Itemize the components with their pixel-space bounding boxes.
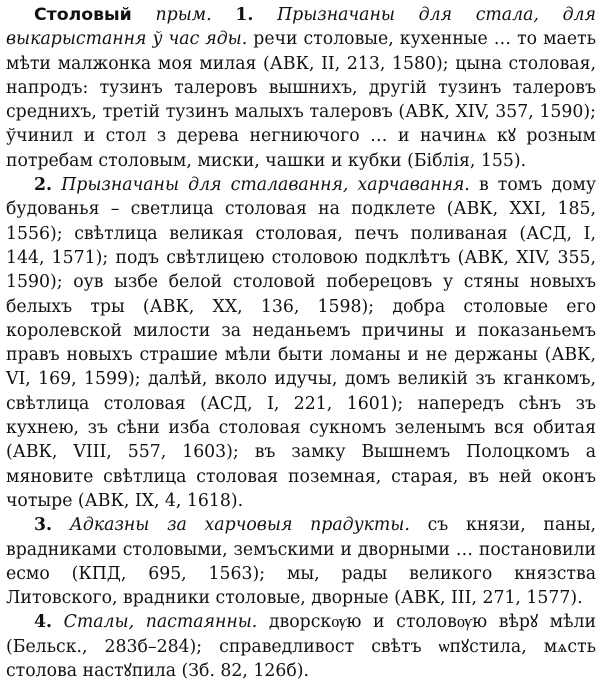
sense-3-paragraph [6,513,596,610]
sense-number: 3. [34,515,53,536]
part-of-speech: прым. [155,5,212,25]
sense-gloss: Сталы, пастаянны. [63,612,258,633]
sense-number: 1. [235,5,254,25]
sense-4-paragraph [6,610,596,683]
sense-number: 2. [34,175,53,196]
sense-number: 4. [34,612,53,633]
sense-citations: в томъ дому будованья – светлица столовая на подклете (АВК, XXI, 185, 1556); свѣтлица великая столовая, печъ поливаная (АСД, I, 144, 1571); подъ свѣтлицею столовою подклѣтъ (АВК, XIV, 355, 1590); оув ызбе белой столовой поберецовъ у стяны новыхъ белыхъ тры (АВК, XX, 136, 1598); добра столовые его королевской милости за неданьемъ причины и показаньемъ правъ новыхъ страшие мѣли быти ломаны и не держаны (АВК, VI, 169, 1599); далѣй, вколо идучы, домъ великій зъ кганкомъ, свѣтлица столовая (АСД, I, 221, 1601); напередъ сѣнъ зъ кухнею, зъ сѣни изба столовая сукномъ зеленымъ вся обитая (АВК, VIII, 557, 1603); въ замку Вышнемъ Полоцкомъ а мяновите свѣтлица столовая поземная, старая, въ ней оконъ чотыре (АВК, IX, 4, 1618). [6,175,596,511]
sense-2-paragraph [6,173,596,513]
entry-headword: Столовый [34,5,132,25]
sense-gloss: Прызначаны для стала, для выкарыстання ў час яды. [6,5,596,50]
sense-1-paragraph [6,3,596,173]
sense-gloss: Прызначаны для сталавання, харчавання. [61,175,470,196]
sense-citations: съ князи, паны, врадниками столовыми, земъскими и дворными … постановили есмо (КПД, 695, 1563); мы, рады великого князства Литовского, врадники столовые, дворные (АВК, III, 271, 1577). [6,515,597,609]
sense-gloss: Адказны за харчовыя прадукты. [69,515,410,536]
sense-citations: дворскѹю и столовѹю вѣрꙋ мѣли (Бельск., 283б–284); справедливост свѣтъ ѡпꙋстила, мѧсть столова настꙋпила (Зб. 82, 126б). [6,612,596,682]
sense-citations: речи столовые, кухенные … то маеть мѣти малжонка моя милая (АВК, II, 213, 1580); цына столовая, напродъ: тузинъ талеровъ вышнихъ, другій тузинъ талеровъ среднихъ, третій тузинъ малыхъ талеровъ (АВК, XIV, 357, 1590); ўчинил и стол з дерева негниючого … и начинѧ кꙋ розным потребам столовым, миски, чашки и кубки (Біблія, 155). [6,29,597,171]
